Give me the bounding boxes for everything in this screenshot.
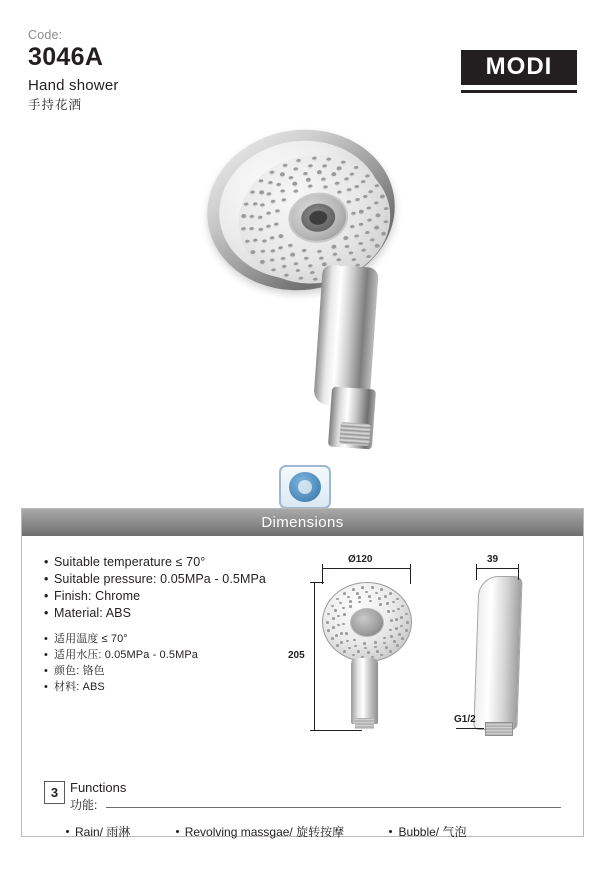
spray-nozzle (389, 629, 392, 632)
shower-head-inner-ring (210, 130, 392, 289)
product-photo (0, 118, 605, 498)
spray-nozzle (265, 224, 271, 229)
bullet-icon: • (44, 606, 49, 620)
spray-nozzle (374, 646, 377, 649)
bullet-icon: • (44, 681, 48, 693)
spec-text-cn: 适用温度 ≤ 70° (54, 633, 128, 645)
spray-nozzle (401, 605, 404, 608)
spray-nozzle (307, 164, 313, 169)
spray-nozzle (244, 202, 250, 207)
spray-nozzle (376, 650, 379, 653)
spray-nozzle (380, 588, 383, 591)
spray-nozzle (327, 629, 330, 632)
spray-nozzle (353, 166, 359, 171)
spray-symbol-icon (289, 472, 321, 502)
spray-nozzle (249, 214, 255, 219)
spray-nozzle (340, 632, 343, 635)
dim-ext-left (322, 564, 323, 584)
spray-nozzle (331, 605, 334, 608)
spray-nozzle (361, 586, 364, 589)
spray-nozzle (316, 249, 322, 254)
spray-nozzle (344, 177, 350, 182)
spray-nozzle (318, 256, 324, 261)
spray-nozzle (275, 209, 281, 214)
spray-nozzle (293, 189, 299, 194)
spray-nozzle (383, 637, 386, 640)
shower-hose-thread (339, 422, 370, 446)
spray-nozzle (366, 254, 372, 259)
dim-line-thread (456, 728, 484, 729)
spray-nozzle (359, 210, 365, 215)
spray-nozzle (260, 203, 266, 208)
spray-nozzle (293, 167, 299, 172)
function-item-label: Rain/ 雨淋 (75, 825, 131, 839)
spray-nozzle (337, 615, 340, 618)
spray-nozzle (281, 265, 287, 270)
spec-text-cn: 颜色: 铬色 (54, 665, 105, 677)
spray-nozzle (302, 171, 308, 176)
spray-nozzle (301, 249, 307, 254)
spray-nozzle (310, 270, 316, 275)
functions-items (66, 823, 566, 840)
spray-nozzle (334, 609, 337, 612)
spray-nozzle (380, 232, 386, 237)
dim-line-height (314, 582, 315, 730)
spray-nozzle (348, 647, 351, 650)
spray-nozzle (251, 250, 257, 255)
function-item (66, 823, 130, 840)
spray-nozzle (385, 646, 388, 649)
spray-nozzle (367, 651, 370, 654)
spray-nozzle (304, 256, 310, 261)
spray-nozzle (383, 219, 389, 224)
spray-nozzle (298, 277, 304, 282)
dim-line-diameter (322, 568, 410, 569)
bullet-icon (176, 830, 179, 833)
specifications-list (44, 554, 304, 695)
spray-nozzle (358, 601, 361, 604)
spray-nozzle (293, 261, 299, 266)
spray-nozzle (326, 621, 329, 624)
spray-nozzle (345, 244, 351, 249)
spray-nozzle (354, 185, 360, 190)
functions-label-cn: 功能: (70, 798, 98, 812)
spray-nozzle (343, 236, 349, 241)
spray-nozzle (326, 157, 332, 162)
spray-nozzle (317, 170, 323, 175)
drawing-front-thread (355, 718, 374, 729)
spray-nozzle (276, 183, 282, 188)
spray-nozzle (336, 644, 339, 647)
spray-nozzle (267, 192, 273, 197)
spray-nozzle (362, 195, 368, 200)
spray-nozzle (308, 263, 314, 268)
spray-nozzle (398, 633, 401, 636)
document-header (28, 28, 577, 118)
spray-nozzle (336, 598, 339, 601)
function-item-label: Revolving massgae/ 旋转按摩 (184, 825, 345, 839)
spec-item (44, 571, 304, 588)
spray-nozzle (392, 610, 395, 613)
spray-nozzle (270, 249, 276, 254)
spray-nozzle (349, 605, 352, 608)
spray-nozzle (268, 180, 274, 185)
spray-nozzle (389, 650, 392, 653)
spray-nozzle (271, 200, 277, 205)
drawing-side-thread (485, 722, 513, 736)
spray-nozzle (343, 650, 346, 653)
spec-item-cn (44, 679, 304, 695)
spec-item (44, 605, 304, 622)
spray-nozzle (260, 260, 266, 265)
spray-nozzle (361, 248, 367, 253)
spray-nozzle (360, 180, 366, 185)
spray-nozzle (379, 603, 382, 606)
bullet-icon (389, 830, 392, 833)
spray-nozzle (257, 215, 263, 220)
dimensions-panel-title: Dimensions (22, 509, 583, 536)
specifications-list-cn (44, 631, 304, 695)
spray-nozzle (280, 189, 286, 194)
brand-logo (461, 50, 577, 93)
dim-ext-right (410, 564, 411, 584)
spray-nozzle (332, 617, 335, 620)
spray-nozzle (252, 202, 258, 207)
functions-section (44, 780, 564, 839)
function-item (176, 823, 344, 840)
spray-nozzle (389, 592, 392, 595)
spec-item-cn (44, 663, 304, 679)
spray-nozzle (282, 197, 288, 202)
spray-nozzle (354, 645, 357, 648)
spray-nozzle (253, 238, 259, 243)
dim-ext-bottom (310, 730, 362, 731)
technical-drawing (288, 546, 574, 786)
spray-nozzle (352, 588, 355, 591)
spray-nozzle (358, 242, 364, 247)
spray-nozzle (395, 627, 398, 630)
spray-nozzle (390, 619, 393, 622)
spray-nozzle (260, 249, 266, 254)
bullet-icon: • (44, 665, 48, 677)
spray-nozzle (367, 218, 373, 223)
spray-nozzle (348, 251, 354, 256)
spray-nozzle (340, 641, 343, 644)
spec-text: Material: ABS (54, 606, 132, 620)
spray-nozzle (364, 647, 367, 650)
spray-nozzle (395, 618, 398, 621)
spray-nozzle (306, 178, 312, 183)
spray-nozzle (384, 595, 387, 598)
spec-item (44, 554, 304, 571)
spray-nozzle (308, 184, 314, 189)
spray-nozzle (393, 640, 396, 643)
spray-nozzle (343, 592, 346, 595)
spray-nozzle (374, 641, 377, 644)
dim-ext-side-left (476, 564, 477, 580)
spray-nozzle (368, 190, 374, 195)
dim-label-thread: G1/2 (454, 714, 476, 725)
spray-nozzle (351, 258, 357, 263)
spray-nozzle (349, 172, 355, 177)
spray-nozzle (356, 592, 359, 595)
dim-ext-side-right (518, 564, 519, 580)
shower-center-core (299, 201, 337, 233)
drawing-front-hub (350, 608, 384, 637)
spray-nozzle (337, 190, 343, 195)
functions-count-badge: 3 (44, 781, 65, 804)
spec-text: Finish: Chrome (54, 589, 141, 603)
drawing-front-view-head (322, 582, 412, 662)
spray-nozzle (380, 195, 386, 200)
spray-nozzle (332, 252, 338, 257)
spray-nozzle (351, 212, 357, 217)
code-label: Code: (28, 28, 63, 42)
product-code: 3046A (28, 43, 104, 71)
dim-label-diameter: Ø120 (348, 554, 373, 565)
spec-item (44, 588, 304, 605)
spray-nozzle (327, 613, 330, 616)
spray-nozzle (374, 201, 380, 206)
spray-nozzle (392, 601, 395, 604)
spray-nozzle (400, 616, 403, 619)
spray-nozzle (273, 222, 279, 227)
spray-nozzle (396, 598, 399, 601)
spray-nozzle (289, 176, 295, 181)
spray-nozzle (358, 596, 361, 599)
functions-rule (106, 807, 561, 808)
spray-nozzle (311, 157, 317, 162)
spray-nozzle (343, 613, 346, 616)
spray-nozzle (336, 166, 342, 171)
spray-nozzle (313, 277, 319, 282)
spray-nozzle (386, 602, 389, 605)
spray-nozzle (375, 244, 381, 249)
product-name-en: Hand shower (28, 77, 119, 94)
function-item (389, 823, 466, 840)
spray-nozzle (346, 188, 352, 193)
spray-nozzle (369, 600, 372, 603)
spray-nozzle (284, 273, 290, 278)
spray-nozzle (396, 644, 399, 647)
spray-nozzle (266, 212, 272, 217)
spray-nozzle (295, 269, 301, 274)
spray-nozzle (259, 190, 265, 195)
spray-nozzle (347, 596, 350, 599)
spray-nozzle (357, 650, 360, 653)
bullet-icon: • (44, 555, 49, 569)
spray-nozzle (269, 258, 275, 263)
spray-nozzle (349, 600, 352, 603)
spray-nozzle (336, 258, 342, 263)
spray-nozzle (281, 256, 287, 261)
drawing-front-handle (351, 658, 378, 724)
shower-handle-upper (313, 264, 379, 408)
spray-nozzle (282, 163, 288, 168)
spray-nozzle (364, 230, 370, 235)
dim-ext-top (310, 582, 324, 583)
spray-nozzle (278, 234, 284, 239)
dimensions-panel (21, 508, 584, 837)
spray-nozzle (331, 245, 337, 250)
spray-nozzle (290, 253, 296, 258)
spray-nozzle (339, 602, 342, 605)
spray-nozzle (383, 642, 386, 645)
spray-nozzle (371, 586, 374, 589)
spray-nozzle (323, 185, 329, 190)
product-name-cn: 手持花洒 (28, 98, 83, 112)
spray-nozzle (244, 239, 250, 244)
brand-logo-text: MODI (461, 50, 577, 85)
spray-nozzle (346, 640, 349, 643)
dimensions-panel-body (22, 536, 583, 839)
spec-item-cn (44, 647, 304, 663)
spray-nozzle (335, 634, 338, 637)
spray-nozzle (258, 179, 264, 184)
spec-text: Suitable pressure: 0.05MPa - 0.5MPa (54, 572, 266, 586)
spray-nozzle (374, 226, 380, 231)
spray-nozzle (355, 198, 361, 203)
spray-nozzle (376, 213, 382, 218)
spray-nozzle (332, 626, 335, 629)
spray-nozzle (340, 160, 346, 165)
bullet-icon: • (44, 649, 48, 661)
spray-nozzle (346, 200, 352, 205)
spray-nozzle (350, 224, 356, 229)
spray-nozzle (401, 637, 404, 640)
spray-nozzle (342, 607, 345, 610)
spray-nozzle (337, 624, 340, 627)
spec-text-cn: 材料: ABS (54, 681, 105, 693)
functions-label-en: Functions (70, 780, 127, 795)
spray-nozzle (406, 621, 409, 624)
spray-nozzle (345, 632, 348, 635)
spray-nozzle (353, 639, 356, 642)
spray-nozzle (249, 227, 255, 232)
spray-nozzle (269, 170, 275, 175)
spray-nozzle (363, 642, 366, 645)
spray-nozzle (241, 214, 247, 219)
spray-nozzle (335, 181, 341, 186)
spray-nozzle (405, 613, 408, 616)
spray-nozzle (270, 236, 276, 241)
spray-nozzle (322, 164, 328, 169)
spray-nozzle (369, 238, 375, 243)
brand-logo-rule (461, 90, 577, 93)
spray-nozzle (367, 206, 373, 211)
spray-nozzle (342, 623, 345, 626)
spray-nozzle (380, 654, 383, 657)
spray-nozzle (352, 654, 355, 657)
spray-nozzle (400, 625, 403, 628)
spray-nozzle (278, 246, 284, 251)
spray-nozzle (374, 183, 380, 188)
spray-nozzle (383, 207, 389, 212)
spray-nozzle (321, 177, 327, 182)
functions-heading (44, 781, 564, 815)
bullet-icon: • (44, 572, 49, 586)
spray-nozzle (296, 159, 302, 164)
spec-text: Suitable temperature ≤ 70° (54, 555, 206, 569)
bullet-icon: • (44, 633, 48, 645)
function-badge-icon (279, 465, 331, 509)
spray-nozzle (258, 227, 264, 232)
dim-label-depth: 39 (487, 554, 499, 565)
shower-center-hub (285, 189, 351, 247)
spray-nozzle (359, 222, 365, 227)
spray-nozzle (390, 635, 393, 638)
spray-nozzle (354, 234, 360, 239)
spec-text-cn: 适用水压: 0.05MPa - 0.5MPa (54, 649, 199, 661)
drawing-side-view-body (473, 576, 522, 730)
spray-nozzle (331, 637, 334, 640)
spray-nozzle (292, 182, 298, 187)
dim-label-height: 205 (288, 650, 305, 661)
dim-line-depth (476, 568, 518, 569)
spray-nozzle (368, 595, 371, 598)
spray-nozzle (279, 172, 285, 177)
spray-nozzle (262, 239, 268, 244)
spray-nozzle (397, 608, 400, 611)
spec-item-cn (44, 631, 304, 647)
spray-nozzle (331, 172, 337, 177)
spray-nozzle (250, 190, 256, 195)
spray-nozzle (365, 174, 371, 179)
function-item-label: Bubble/ 气泡 (398, 825, 467, 839)
spray-nozzle (241, 227, 247, 232)
spray-nozzle (375, 592, 378, 595)
spray-nozzle (365, 591, 368, 594)
spray-nozzle (378, 597, 381, 600)
spray-nozzle (387, 610, 390, 613)
bullet-icon: • (44, 589, 49, 603)
bullet-icon (66, 830, 69, 833)
spray-nozzle (288, 244, 294, 249)
spray-nozzle (405, 629, 408, 632)
spray-nozzle (271, 268, 277, 273)
